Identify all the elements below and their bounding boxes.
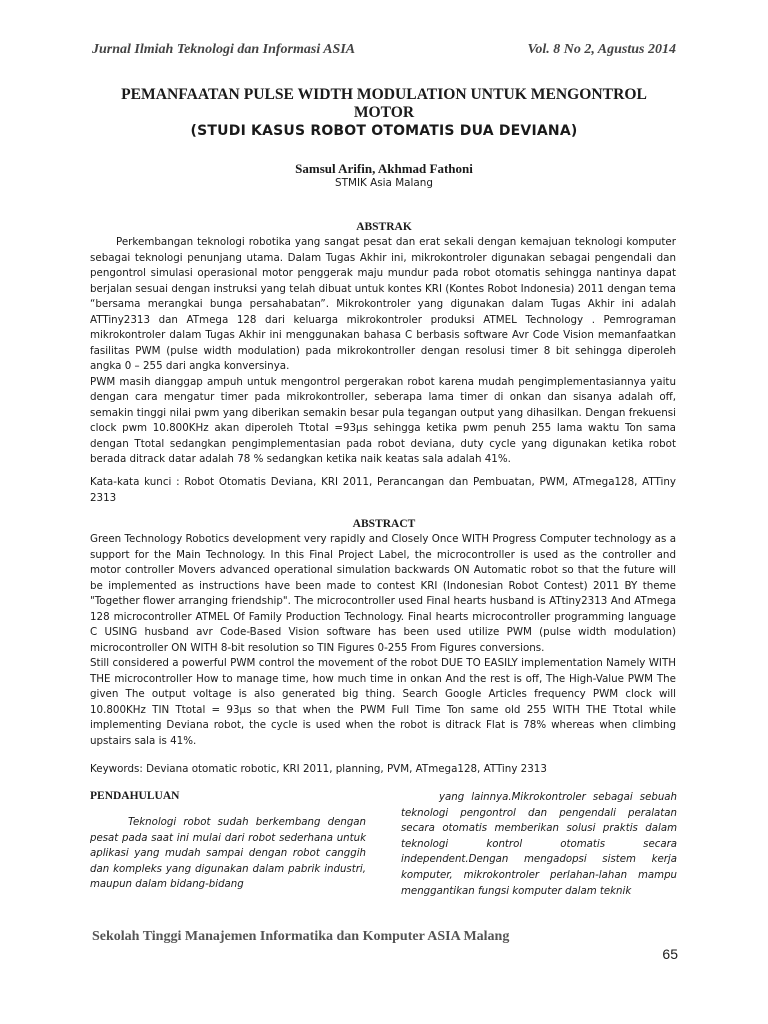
paper-subtitle: (STUDI KASUS ROBOT OTOMATIS DUA DEVIANA) [190, 123, 578, 139]
title-line-2: MOTOR [353, 104, 415, 121]
paper-title [90, 86, 678, 140]
right-column [401, 790, 677, 899]
abstrak-paragraph-1: Perkembangan teknologi robotika yang sangat pesat dan erat sekali dengan kemajuan teknologi komputer sebagai teknologi penunjang utama. Dalam Tugas Akhir ini, mikrokontroler digunakan sebagai pengendali dan pengontrol simulasi operasional motor penggerak maju mundur pada robot otomatis sehingga nantinya dapat berjalan sesuai dengan instruksi yang telah dibuat untuk kontes KRI (Kontes Robot Indonesia) 2011 dengan tema “bersama merangkai bunga persahabatan”. Mikrokontroler yang digunakan dalam Tugas Akhir ini adalah ATTiny2313 dan ATmega 128 dari keluarga mikrokontroler produksi ATMEL Technology . Pemrograman mikrokontroler dalam Tugas Akhir ini menggunakan bahasa C berbasis software Avr Code Vision memanfaatkan fasilitas PWM (pulse width modulation) pada mikrokontroller dengan resolusi timer 8 bit sehingga diperoleh angka 0 – 255 dari angka konversinya. [90, 236, 676, 372]
abstrak-keywords: Kata-kata kunci : Robot Otomatis Deviana, KRI 2011, Perancangan dan Pembuatan, PWM, ATmega128, ATTiny 2313 [90, 476, 676, 504]
footer-institution: Sekolah Tinggi Manajemen Informatika dan Komputer ASIA Malang [92, 929, 510, 944]
journal-name: Jurnal Ilmiah Teknologi dan Informasi ASIA [92, 42, 356, 57]
abstract-heading: ABSTRACT [352, 518, 416, 530]
institution: STMIK Asia Malang [335, 177, 433, 189]
abstrak-heading: ABSTRAK [356, 221, 412, 233]
authors: Samsul Arifin, Akhmad Fathoni [295, 161, 473, 176]
volume-info: Vol. 8 No 2, Agustus 2014 [527, 42, 676, 57]
abstract-paragraph-1: Green Technology Robotics development very rapidly and Closely Once WITH Progress Computer technology as a support for the Main Technology. In this Final Project Label, the microcontroller is used as the controller and motor controller Movers advanced operational simulation backwards ON Automatic robot so that the future will be implemented as instructions have been made to contest KRI (Indonesian Robot Contest) 2011 BY theme "Together flower arranging friendship". The microcontroller used Final hearts husband is ATtiny2313 And ATmega 128 microcontroller ATMEL Of Family Production Technology. Final hearts microcontroller programming language C USING husband avr Code-Based Vision software has been used utilize PWM (pulse width modulation) microcontroller ON WITH 8-bit resolution so TIN Figures 0-255 From Figures conversions. [90, 533, 676, 654]
title-line-1: PEMANFAATAN PULSE WIDTH MODULATION UNTUK MENGONTROL [121, 86, 647, 103]
abstrak-paragraph-2: PWM masih dianggap ampuh untuk mengontrol pergerakan robot karena mudah pengimplementasiannya yaitu dengan cara mengatur timer pada mikrokontroller, seberapa lama timer di onkan dan sisanya adalah off, semakin tinggi nilai pwm yang diberikan semakin besar pula tegangan output yang dihasilkan. Dengan frekuensi clock pwm 10.800KHz akan diperoleh Ttotal =93µs sehingga ketika pwm penuh 255 lama waktu Ton sama dengan Ttotal sedangkan pengimplementasian pada robot deviana, duty cycle yang digunakan ketika robot berada ditrack datar adalah 78 % sedangkan ketika naik keatas sala adalah 41%. [90, 375, 676, 465]
abstrak-body [90, 235, 676, 468]
abstract-paragraph-2: Still considered a powerful PWM control the movement of the robot DUE TO EASILY implementation Namely WITH THE microcontroller How to manage time, how much time in onkan And the rest is off, The High-Value PWM The given The output voltage is also generated big thing. Search Google Articles frequency PWM clock will 10.800KHz TIN Ttotal = 93µs so that when the PWM Full Time Ton same old 255 WITH THE Ttotal while implementing Deviana robot, the cycle is used when the robot is ditrack Flat is 78% whereas when climbing upstairs sala is 41%. [90, 657, 676, 747]
pendahuluan-right-text: yang lainnya.Mikrokontroler sebagai sebuah teknologi pengontrol dan pengendali peralatan secara otomatis memberikan solusi praktis dalam teknologi kontrol otomatis secara independent.Dengan mengadopsi sistem kerja komputer, mikrokontroler perlahan-lahan mampu menggantikan fungsi komputer dalam teknik [401, 792, 677, 897]
pendahuluan-heading: PENDAHULUAN [90, 790, 180, 802]
left-column [90, 790, 366, 893]
abstract-body [90, 532, 676, 749]
abstract-keywords: Keywords: Deviana otomatic robotic, KRI 2011, planning, PVM, ATmega128, ATTiny 2313 [90, 763, 547, 775]
running-header [92, 42, 676, 62]
pendahuluan-left-text: Teknologi robot sudah berkembang dengan pesat pada saat ini mulai dari robot sederhana untuk aplikasi yang mudah sampai dengan robot canggih dan kompleks yang digunakan dalam pabrik industri, maupun dalam bidang-bidang [90, 817, 366, 891]
page-number: 65 [662, 946, 678, 962]
